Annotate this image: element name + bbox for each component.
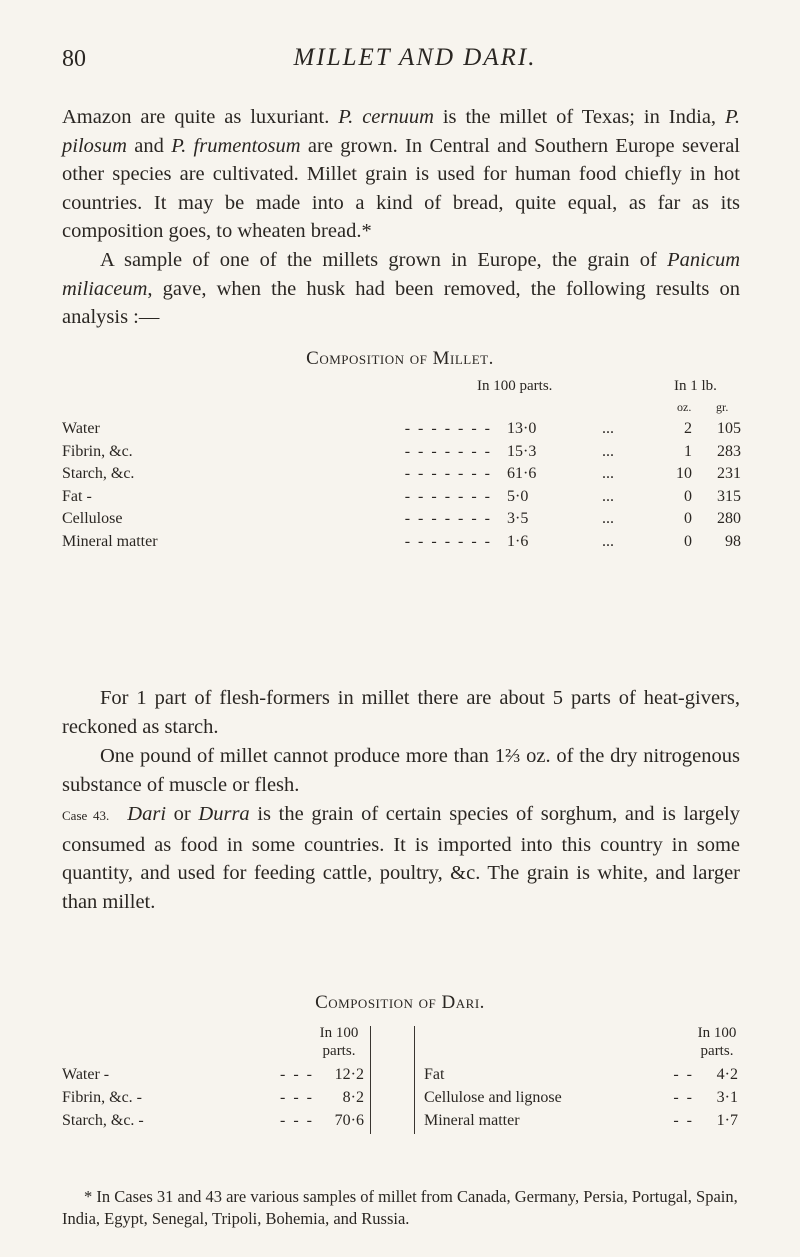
dari-right-value: 3·1 xyxy=(716,1089,738,1106)
leader-dashes: - - - - - - - xyxy=(404,510,492,527)
millet-row-oz: 0 xyxy=(684,487,692,505)
dari-left-value: 8·2 xyxy=(342,1089,364,1106)
millet-row-oz: 0 xyxy=(684,532,692,550)
leader-dashes: - - - - - - - xyxy=(404,532,492,550)
millet-row-parts: 3·5 xyxy=(507,510,529,527)
millet-table-caption: Composition of Millet. xyxy=(306,348,494,369)
millet-row-oz: 0 xyxy=(684,510,692,527)
ellipsis: ... xyxy=(602,420,614,437)
ellipsis: ... xyxy=(602,487,614,505)
ellipsis: ... xyxy=(602,465,614,482)
subheader-gr: gr. xyxy=(716,400,729,414)
dari-right-label: Cellulose and lignose xyxy=(424,1089,562,1106)
case-label: Case 43. xyxy=(62,808,110,823)
millet-row-label: Fibrin, &c. xyxy=(62,442,133,460)
millet-row-parts: 5·0 xyxy=(507,487,529,505)
leader-dashes: - - - - - - - xyxy=(404,465,492,482)
dari-left-label: Fibrin, &c. - xyxy=(62,1089,142,1106)
ellipsis: ... xyxy=(602,510,614,527)
dari-right-label: Mineral matter xyxy=(424,1112,520,1129)
millet-row-label: Water xyxy=(62,420,100,437)
leader-dashes: - - - - - - - xyxy=(404,420,492,437)
millet-row-parts: 1·6 xyxy=(507,532,529,550)
ellipsis: ... xyxy=(602,442,614,460)
leader-dashes: - - - xyxy=(280,1066,314,1083)
page-number: 80 xyxy=(62,46,86,72)
leader-dashes: - - xyxy=(673,1112,694,1129)
millet-row-parts: 61·6 xyxy=(507,465,537,482)
dari-right-value: 1·7 xyxy=(716,1112,738,1129)
leader-dashes: - - - - - - - xyxy=(404,442,492,460)
leader-dashes: - - - xyxy=(280,1112,314,1129)
paragraph-1: Amazon are quite as luxuriant. P. cernuum is the millet of Texas; in India, P. pilosum and P. frumentosum are grown. In Central and Southern Europe several other species are cultivated. Millet grain is used for human food chiefly in hot countries. It may be made into a kind of bread, quite equal, as far as its composition goes, to wheaten bread.* xyxy=(62,106,740,243)
paragraph-5: Case 43. Dari or Durra is the grain of certain species of sorghum, and is largely consumed as food in some countries. It is imported into this country in some quantity, and used for feeding cattle, poultry, &c. The grain is white, and larger than millet. xyxy=(62,803,741,913)
millet-row-label: Cellulose xyxy=(62,510,123,527)
millet-row-label: Fat - xyxy=(62,487,92,505)
paragraph-3: For 1 part of flesh-formers in millet there are about 5 parts of heat-givers, reckoned as starch. xyxy=(62,687,740,738)
dari-left-header: In 100 parts. xyxy=(319,1025,359,1059)
millet-row-gr: 315 xyxy=(717,487,741,505)
subheader-oz: oz. xyxy=(677,400,692,414)
paragraph-2: A sample of one of the millets grown in Europe, the grain of Panicum miliaceum, gave, when the husk had been removed, the following results on analysis :— xyxy=(62,249,740,329)
millet-row-gr: 105 xyxy=(717,420,741,437)
millet-composition-table xyxy=(62,378,742,668)
millet-row-gr: 231 xyxy=(717,465,741,482)
leader-dashes: - - - xyxy=(280,1089,314,1106)
column-divider-left xyxy=(370,1026,371,1134)
millet-row-label: Starch, &c. xyxy=(62,465,135,482)
dari-right-value: 4·2 xyxy=(716,1066,738,1083)
dari-left-label: Starch, &c. - xyxy=(62,1112,144,1129)
millet-row-label: Mineral matter xyxy=(62,532,158,550)
dari-left-value: 70·6 xyxy=(334,1112,364,1129)
leader-dashes: - - xyxy=(673,1066,694,1083)
dari-table-caption: Composition of Dari. xyxy=(315,992,485,1013)
millet-row-parts: 15·3 xyxy=(507,442,537,460)
millet-row-gr: 280 xyxy=(717,510,741,527)
millet-row-gr: 98 xyxy=(725,532,741,550)
leader-dashes: - - xyxy=(673,1089,694,1106)
millet-row-oz: 1 xyxy=(684,442,692,460)
header-in-100-parts: In 100 parts. xyxy=(477,378,553,394)
paragraph-4: One pound of millet cannot produce more than 1⅔ oz. of the dry nitrogenous substance of muscle or flesh. xyxy=(62,745,740,796)
millet-row-oz: 10 xyxy=(676,465,692,482)
millet-row-oz: 2 xyxy=(684,420,692,437)
header-in-1-lb: In 1 lb. xyxy=(674,378,717,394)
running-title: MILLET AND DARI. xyxy=(293,44,537,71)
leader-dashes: - - - - - - - xyxy=(404,487,492,505)
dari-composition-table xyxy=(62,1024,742,1164)
millet-row-parts: 13·0 xyxy=(507,420,537,437)
dari-left-value: 12·2 xyxy=(334,1066,364,1083)
millet-row-gr: 283 xyxy=(717,442,741,460)
dari-right-header: In 100 parts. xyxy=(697,1025,737,1059)
footnote: * In Cases 31 and 43 are various samples of millet from Canada, Germany, Persia, Portugal, Spain, India, Egypt, Senegal, Tripoli, Bohemia, and Russia. xyxy=(62,1187,738,1228)
dari-left-label: Water - xyxy=(62,1066,110,1083)
column-divider-right xyxy=(414,1026,415,1134)
dari-right-label: Fat xyxy=(424,1066,445,1083)
ellipsis: ... xyxy=(602,532,614,550)
